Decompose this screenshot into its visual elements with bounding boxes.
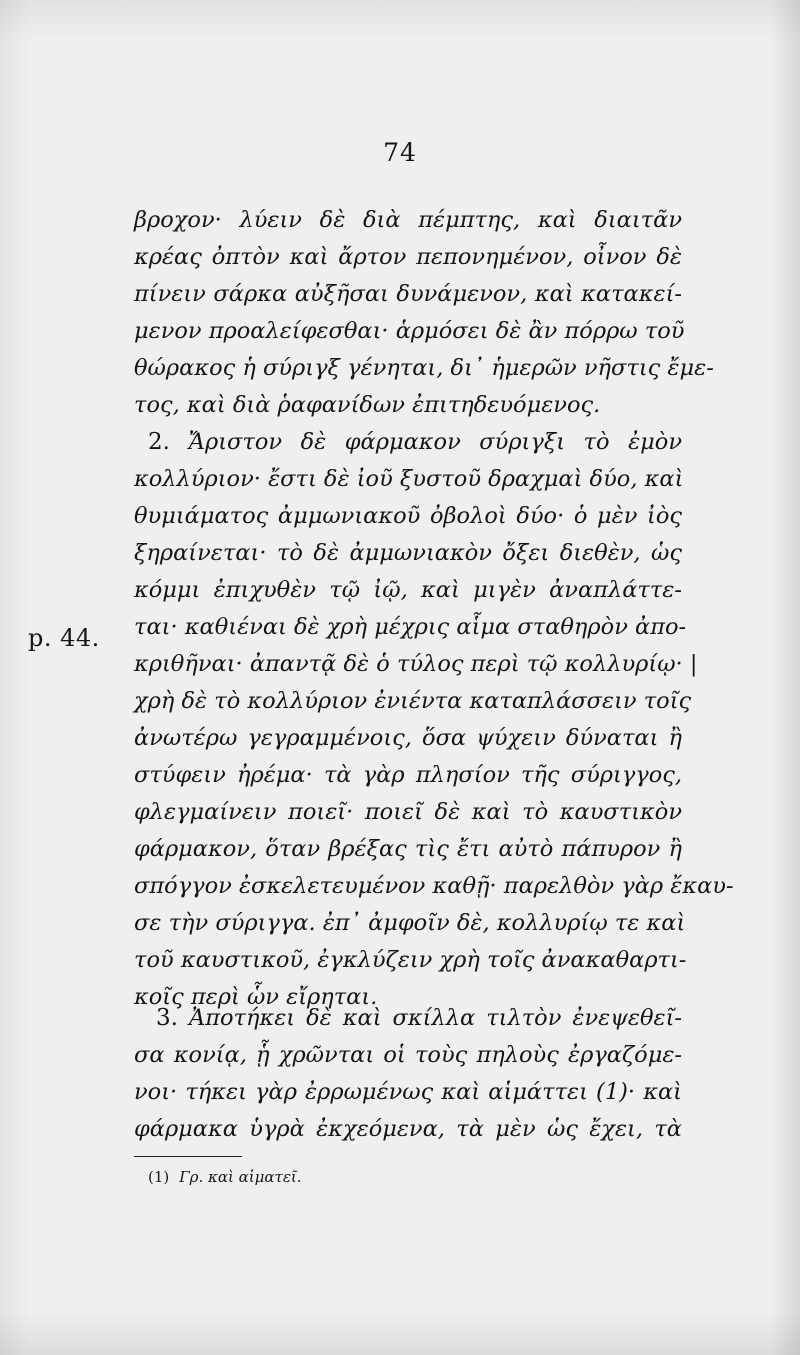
footnote-rule [134, 1156, 242, 1157]
text-line: ἀνωτέρω γεγραμμένοις, ὅσα ψύχειν δύναται ἢ [134, 725, 682, 751]
text-line: φάρμακον, ὅταν βρέξας τὶς ἔτι αὐτὸ πάπυρον ἢ [134, 836, 682, 862]
section-number: 2. [148, 429, 170, 455]
text-line: βροχον· λύειν δὲ διὰ πέμπτης, καὶ διαιτᾶν [134, 207, 682, 233]
text-line: τοῦ καυστικοῦ, ἐγκλύζειν χρὴ τοῖς ἀνακαθαρτι- [134, 947, 687, 973]
section-number: 3. [156, 1005, 178, 1031]
text-line: ται· καθιέναι δὲ χρὴ μέχρις αἷμα σταθηρὸν ἀπο- [134, 614, 687, 640]
text-line: φάρμακα ὑγρὰ ἐκχεόμενα, τὰ μὲν ὡς ἔχει, τὰ [134, 1116, 682, 1142]
text-line: πίνειν σάρκα αὐξῆσαι δυνάμενον, καὶ κατακεί- [134, 281, 682, 307]
text-line: κρέας ὀπτὸν καὶ ἄρτον πεπονημένον, οἶνον δὲ [134, 244, 682, 270]
text-line: χρὴ δὲ τὸ κολλύριον ἐνιέντα καταπλάσσειν τοῖς [134, 688, 692, 714]
footnote-marker: (1) [148, 1168, 170, 1186]
page-number: 74 [383, 138, 417, 167]
footnote [148, 1168, 302, 1186]
text-line: ξηραίνεται· τὸ δὲ ἀμμωνιακὸν ὄξει διεθὲν, ὡς [134, 540, 682, 566]
text-line: στύφειν ἠρέμα· τὰ γὰρ πλησίον τῆς σύριγγος, [134, 762, 682, 788]
footnote-text: Γρ. καὶ αἱματεῖ. [179, 1168, 302, 1186]
text-line-content: Ἀποτήκει δὲ καὶ σκίλλα τιλτὸν ἐνεψεθεῖ- [188, 1005, 682, 1031]
text-line: κόμμι ἐπιχυθὲν τῷ ἰῷ, καὶ μιγὲν ἀναπλάττε- [134, 577, 682, 603]
text-line: νοι· τήκει γὰρ ἐρρωμένως καὶ αἱμάττει (1)· καὶ [134, 1079, 682, 1105]
paragraph-2 [134, 424, 734, 1016]
text-line: κοῖς περὶ ὧν εἴρηται. [134, 984, 378, 1010]
text-line: θυμιάματος ἀμμωνιακοῦ ὀβολοὶ δύο· ὁ μὲν ἰὸς [134, 503, 682, 529]
text-line-content: Ἄριστον δὲ φάρμακον σύριγξι τὸ ἐμὸν [188, 429, 683, 455]
text-line-first [134, 424, 682, 461]
text-line: θώρακος ἡ σύριγξ γένηται, δι᾽ ἡμερῶν νῆστις ἔμε- [134, 355, 714, 381]
text-line: σε τὴν σύριγγα. ἐπ᾽ ἀμφοῖν δὲ, κολλυρίῳ τε καὶ [134, 910, 686, 936]
paragraph-3 [134, 1000, 682, 1148]
text-line: τος, καὶ διὰ ῥαφανίδων ἐπιτηδευόμενος. [134, 392, 601, 418]
text-line-first [134, 1000, 682, 1037]
text-line: σπόγγον ἐσκελετευμένον καθῇ· παρελθὸν γὰρ ἔκαυ- [134, 873, 734, 899]
text-line: φλεγμαίνειν ποιεῖ· ποιεῖ δὲ καὶ τὸ καυστικὸν [134, 799, 682, 825]
text-line: μενον προαλείφεσθαι· ἁρμόσει δὲ ἂν πόρρω τοῦ [134, 318, 685, 344]
marginal-page-reference: p. 44. [28, 624, 100, 652]
paragraph-1 [134, 202, 714, 424]
text-line: κριθῆναι· ἀπαντᾷ δὲ ὁ τύλος περὶ τῷ κολλυρίῳ· | [134, 651, 698, 677]
text-line: κολλύριον· ἔστι δὲ ἰοῦ ξυστοῦ δραχμαὶ δύο, καὶ [134, 466, 684, 492]
text-line: σα κονίᾳ, ᾗ χρῶνται οἱ τοὺς πηλοὺς ἐργαζόμε- [134, 1042, 682, 1068]
